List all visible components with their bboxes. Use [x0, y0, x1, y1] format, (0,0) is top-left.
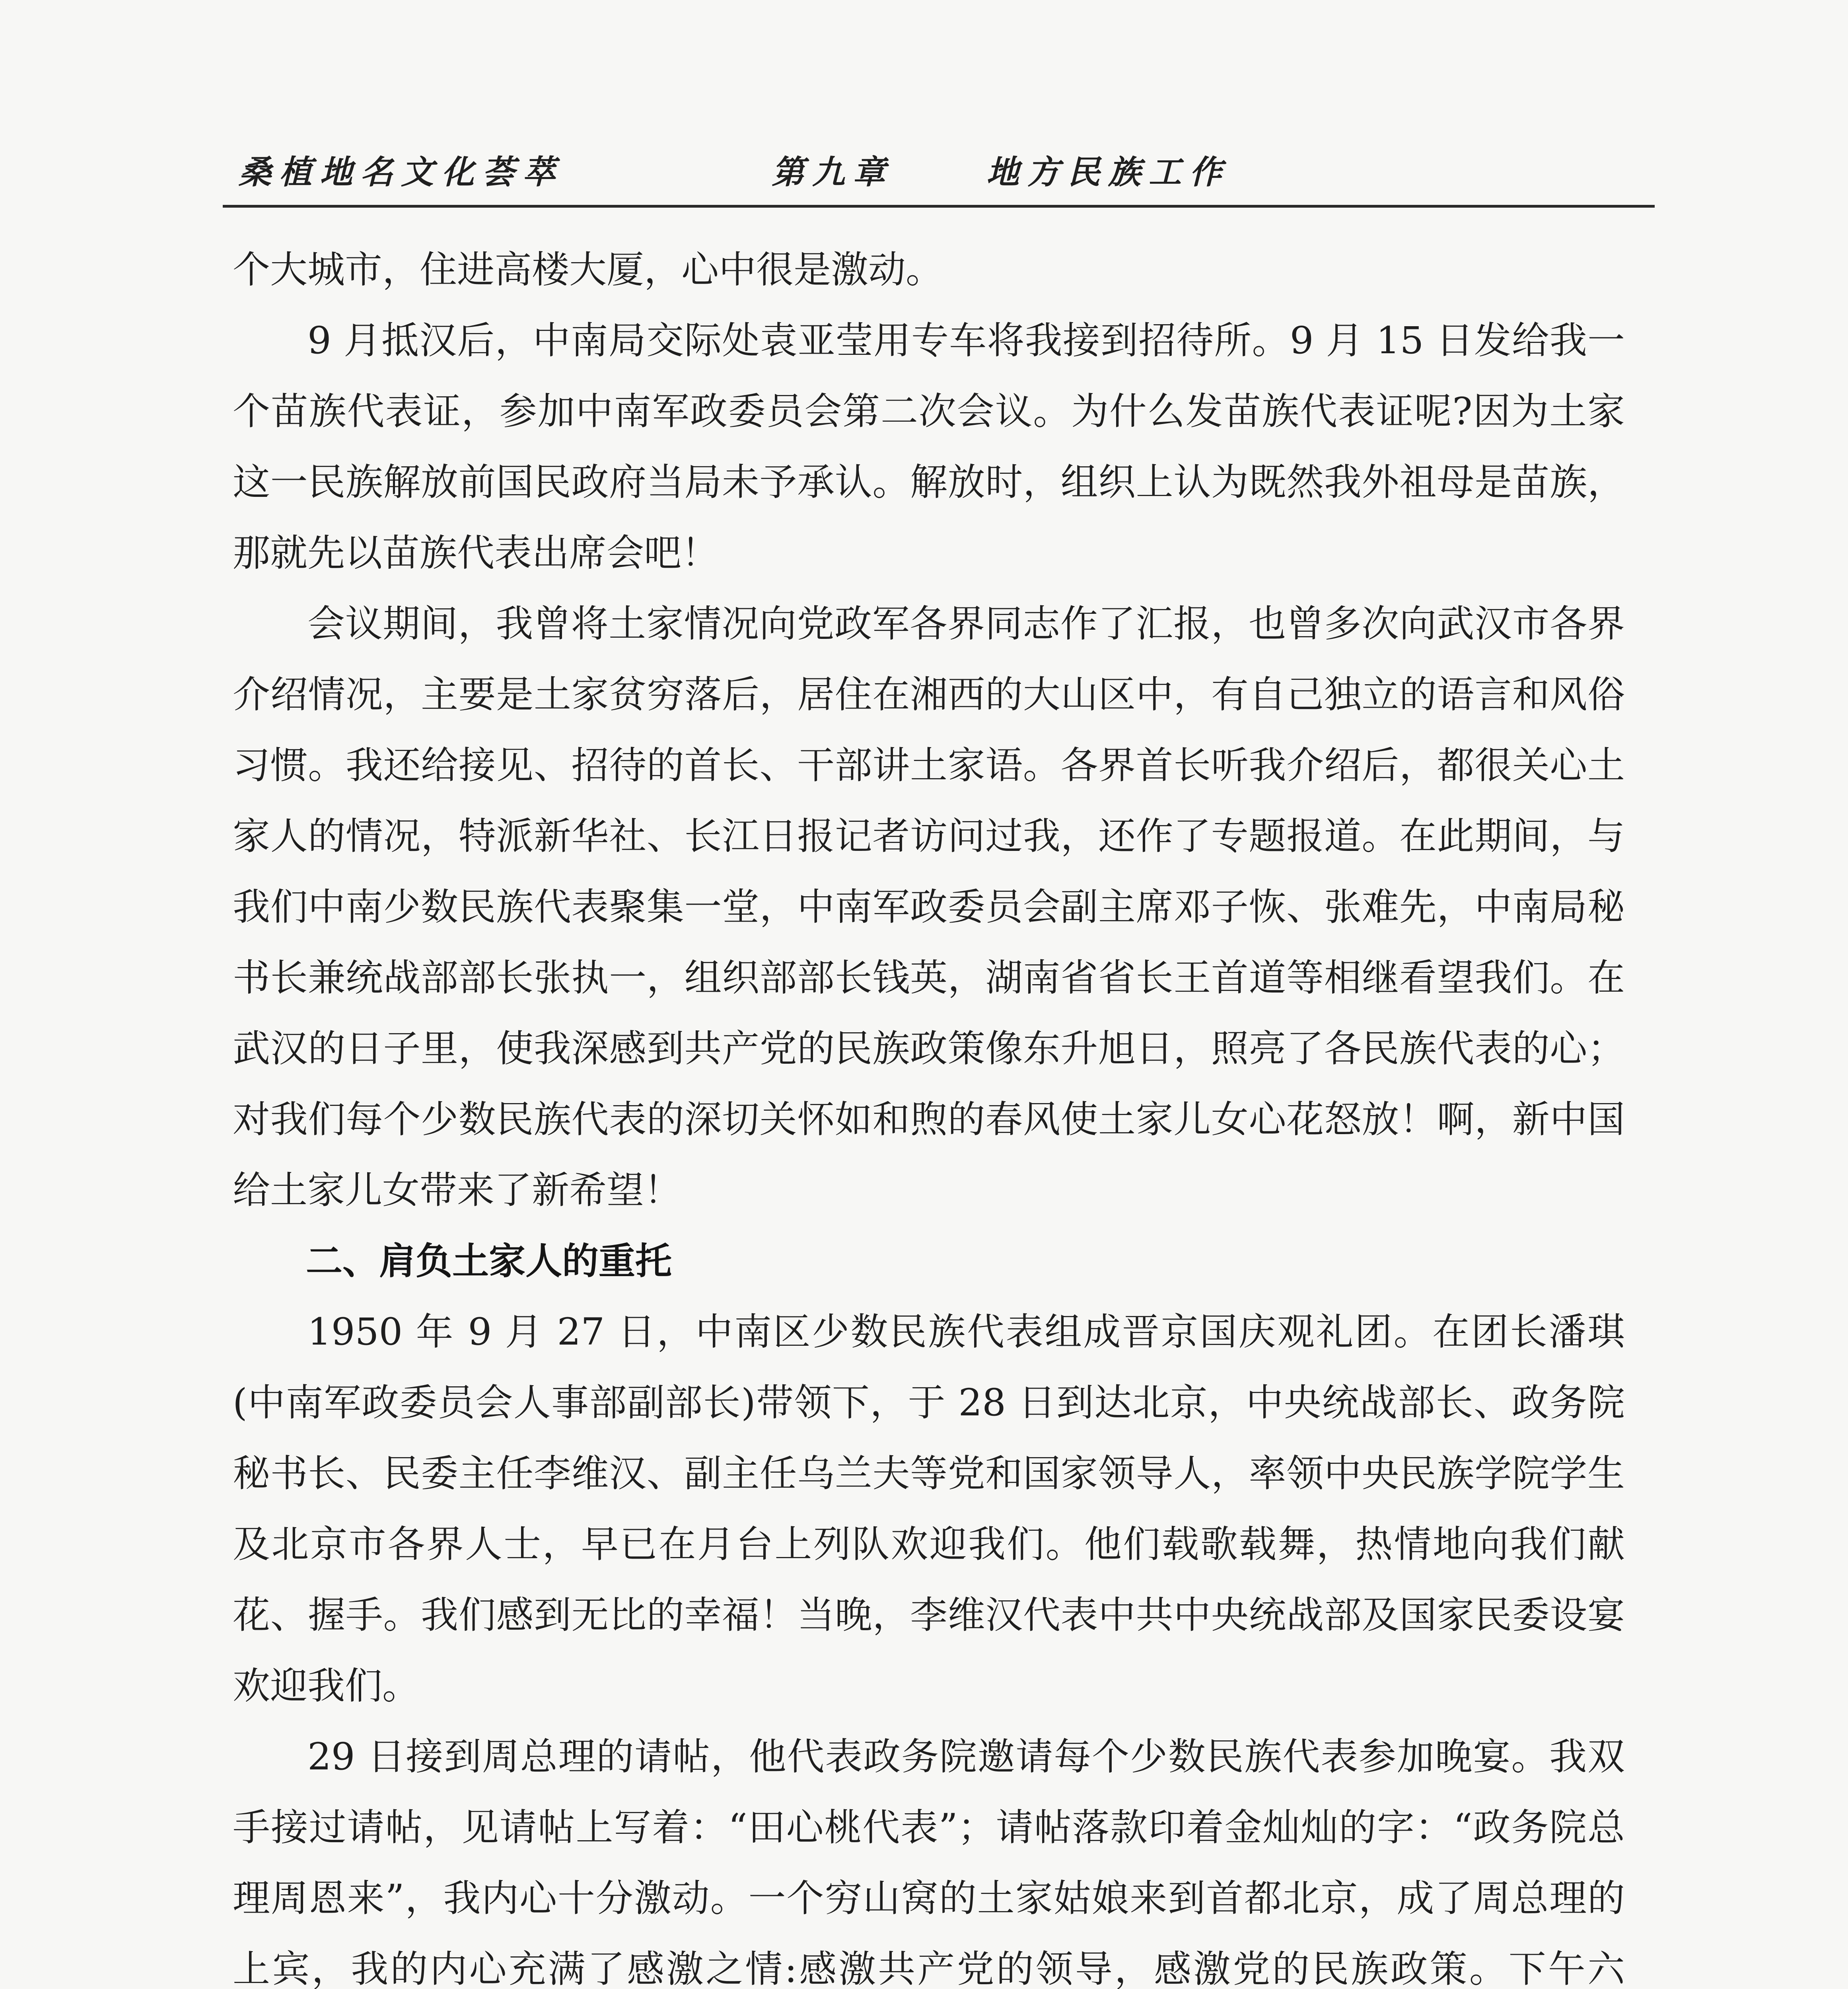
header-rule [223, 205, 1655, 208]
section-heading: 二、肩负土家人的重托 [306, 1240, 672, 1283]
body-text [233, 235, 1625, 1989]
paragraph: 9 月抵汉后，中南局交际处袁亚莹用专车将我接到招待所。9 月 15 日发给我一个苗族代表证，参加中南军政委员会第二次会议。为什么发苗族代表证呢?因为土家这一民族解放前国民政府当局未予承认。解放时，组织上认为既然我外祖母是苗族，那就先以苗族代表出席会吧！ [233, 319, 1625, 575]
header-section-title: 地方民族工作 [986, 153, 1230, 191]
paragraph-continued: 个大城市，住进高楼大厦，心中很是激动。 [233, 248, 943, 292]
paragraph: 29 日接到周总理的请帖，他代表政务院邀请每个少数民族代表参加晚宴。我双手接过请帖，见请帖上写着：“田心桃代表”；请帖落款印着金灿灿的字：“政务院总理周恩来”，我内心十分激动。一个穷山窝的土家姑娘来到首都北京，成了周总理的上宾，我的内心充满了感激之情:感激共产党的领导，感激党的民族政策。下午六 [233, 1735, 1625, 1989]
paragraph: 1950 年 9 月 27 日，中南区少数民族代表组成晋京国庆观礼团。在团长潘琪(中南军政委员会人事部副部长)带领下，于 28 日到达北京，中央统战部长、政务院秘书长、民委主任李维汉、副主任乌兰夫等党和国家领导人，率领中央民族学院学生及北京市各界人士，早已在月台上列队欢迎我们。他们载歌载舞，热情地向我们献花、握手。我们感到无比的幸福！当晚，李维汉代表中共中央统战部及国家民委设宴欢迎我们。 [233, 1310, 1625, 1708]
header-book-title: 桑植地名文化荟萃 [239, 153, 563, 191]
header-chapter: 第九章 [772, 153, 893, 191]
paragraph: 会议期间，我曾将土家情况向党政军各界同志作了汇报，也曾多次向武汉市各界介绍情况，主要是土家贫穷落后，居住在湘西的大山区中，有自己独立的语言和风俗习惯。我还给接见、招待的首长、干部讲土家语。各界首长听我介绍后，都很关心土家人的情况，特派新华社、长江日报记者访问过我，还作了专题报道。在此期间，与我们中南少数民族代表聚集一堂，中南军政委员会副主席邓子恢、张难先，中南局秘书长兼统战部部长张执一，组织部部长钱英，湖南省省长王首道等相继看望我们。在武汉的日子里，使我深感到共产党的民族政策像东升旭日，照亮了各民族代表的心；对我们每个少数民族代表的深切关怀如和煦的春风使土家儿女心花怒放！啊，新中国给土家儿女带来了新希望！ [233, 602, 1625, 1212]
running-header [239, 139, 1655, 199]
